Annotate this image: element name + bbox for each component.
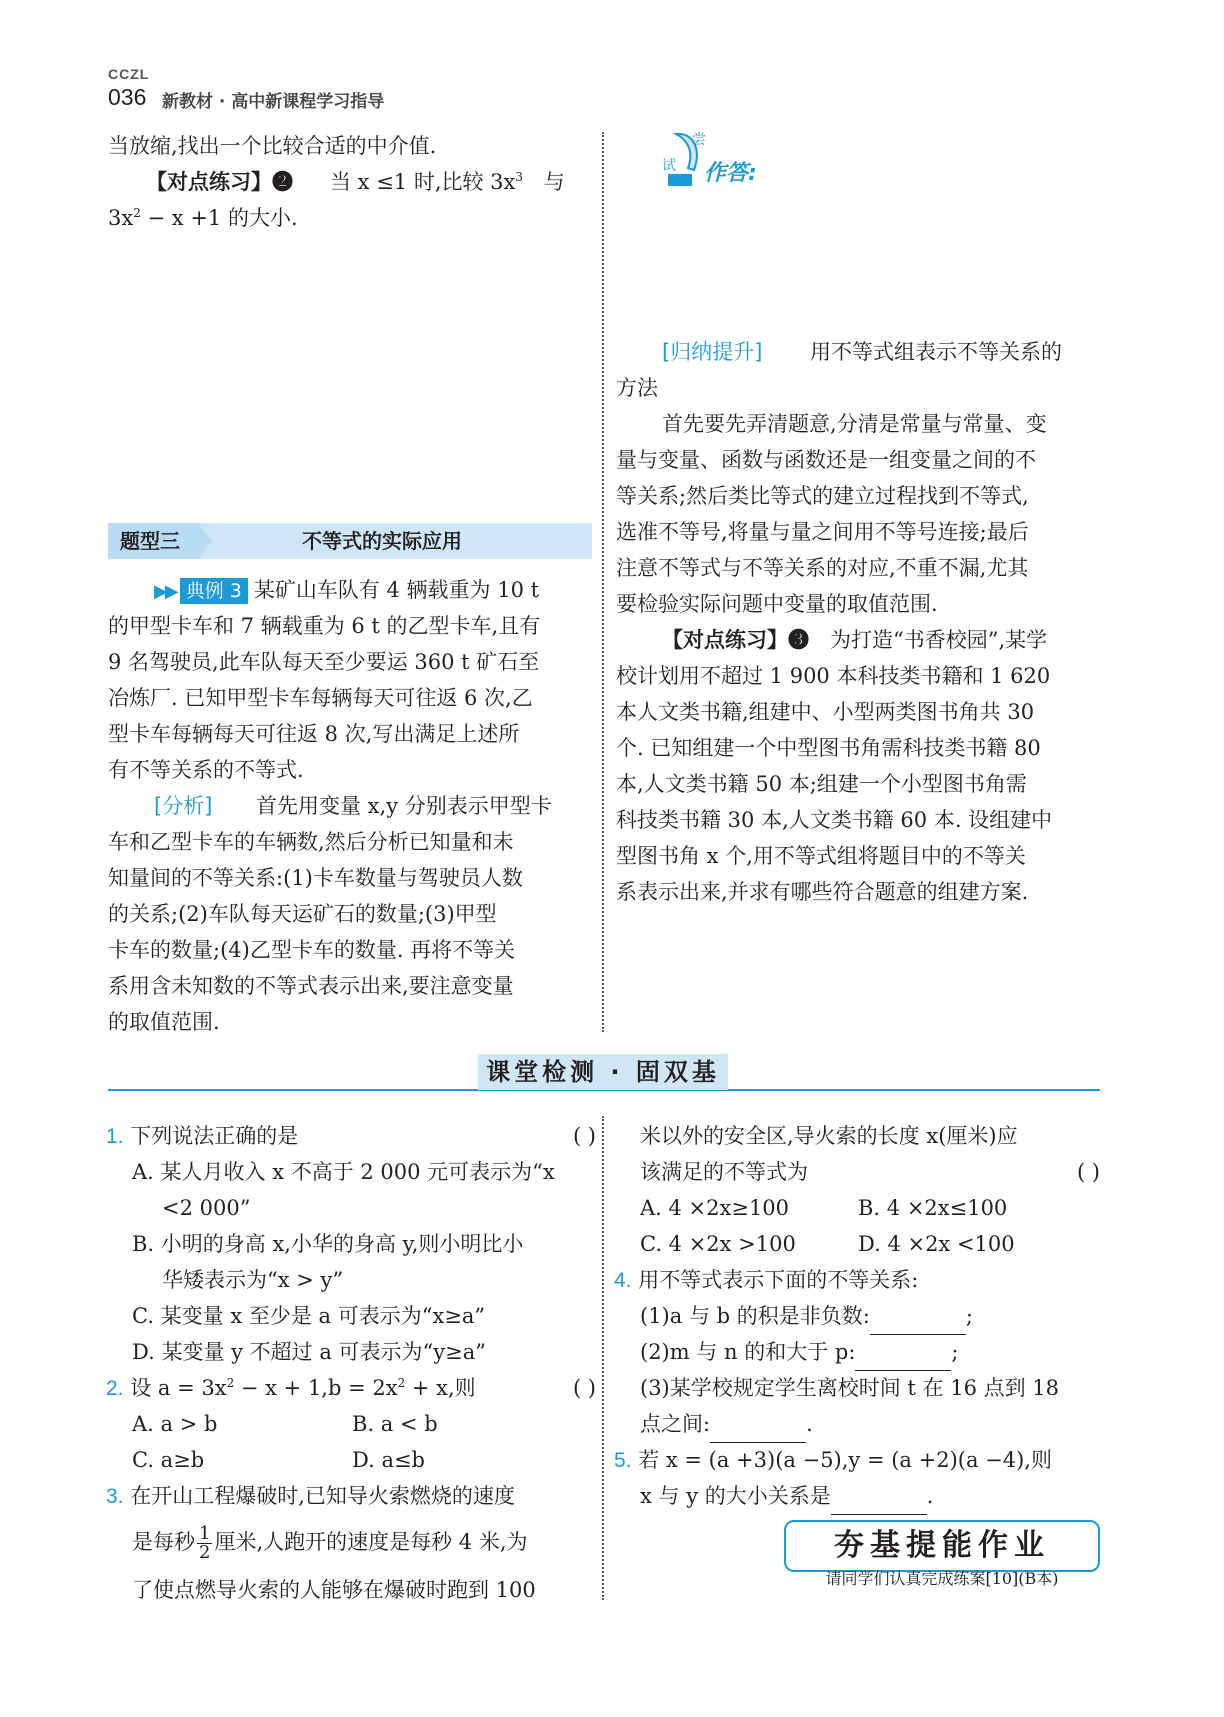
analysis-line-6: 系用含未知数的不等式表示出来,要注意变量 [108, 974, 514, 998]
example3-line-5: 型卡车每辆每天可往返 8 次,写出满足上述所 [108, 722, 520, 746]
analysis-line-5: 卡车的数量;(4)乙型卡车的数量. 再将不等关 [108, 938, 516, 962]
example3-line-4: 冶炼厂. 已知甲型卡车每辆每天可往返 6 次,乙 [108, 686, 533, 710]
fraction-one-half: $\frac{1}{2}$ [199, 1523, 211, 1563]
try-answer-label: 作答: [704, 161, 757, 186]
q3-line-1: 3. 在开山工程爆破时,已知导火索燃烧的速度 [106, 1484, 515, 1508]
homework-subtitle: 请同学们认真完成练案[10](B本) [825, 1569, 1059, 1588]
analysis-line-1: 首先用变量 x,y 分别表示甲型卡 [256, 794, 552, 818]
q1-stem: 1. 下列说法正确的是 ( ) [106, 1118, 596, 1155]
practice3-line-1: 为打造“书香校园”,某学 [830, 628, 1048, 652]
q1-option-b-cont: 华矮表示为“x > y” [162, 1268, 344, 1292]
book-title: 新教材 · 高中新课程学习指导 [162, 92, 385, 112]
check-section-title: 课堂检测 · 固双基 [478, 1054, 728, 1090]
example3-line-6: 有不等关系的不等式. [108, 758, 304, 782]
q3-answer-paren: ( ) [1076, 1160, 1100, 1184]
analysis-line-2: 车和乙型卡车的车辆数,然后分析已知量和未 [108, 830, 514, 854]
q5-line-2: x 与 y 的大小关系是 . [640, 1478, 933, 1515]
summary-line-4: 选准不等号,将量与量之间用不等号连接;最后 [616, 520, 1029, 544]
q2-answer-paren: ( ) [572, 1376, 596, 1400]
q2-option-c: C. a≥b [132, 1448, 205, 1472]
q3-line-3: 了使点燃导火索的人能够在爆破时跑到 100 [132, 1578, 536, 1602]
q3-option-c: C. 4 ×2x >100 [640, 1232, 796, 1256]
practice2-line2: $3x^2 - x +1$ 的大小. [108, 206, 298, 230]
q2-stem: 2. 设 $a = 3x^2 - x + 1,b = 2x^2 + x$,则 ( ) [106, 1370, 596, 1407]
summary-label: [归纳提升] [662, 340, 763, 364]
example3-line-1: ▶▶ 典例 3 某矿山车队有 4 辆载重为 10 t [154, 578, 540, 602]
analysis-line-4: 的关系;(2)车队每天运矿石的数量;(3)甲型 [108, 902, 497, 926]
analysis-label: [分析] [154, 794, 213, 818]
practice3-line-5: 本,人文类书籍 50 本;组建一个小型图书角需 [616, 772, 1027, 796]
q4-stem: 4. 用不等式表示下面的不等关系: [614, 1268, 919, 1292]
practice3-line-4: 个. 已知组建一个中型图书角需科技类书籍 80 [616, 736, 1041, 760]
column-divider-top [602, 132, 604, 1032]
example3-line-2: 的甲型卡车和 7 辆载重为 6 t 的乙型卡车,且有 [108, 614, 541, 638]
q3-line-5: 该满足的不等式为 ( ) [640, 1154, 1100, 1190]
q5-blank[interactable] [831, 1478, 927, 1515]
practice3-label: 【对点练习】❸ [662, 627, 809, 652]
q2-option-b: B. a < b [352, 1412, 438, 1436]
intro-text: 当放缩,找出一个比较合适的中介值. [108, 134, 437, 158]
try-char-1: 尝 [692, 132, 706, 148]
q2-number: 2. [106, 1377, 124, 1400]
practice3-line-7: 型图书角 x 个,用不等式组将题目中的不等关 [616, 844, 1026, 868]
q1-answer-paren: ( ) [572, 1124, 596, 1148]
practice3-line-2: 校计划用不超过 1 900 本科技类书籍和 1 620 [616, 664, 1051, 688]
practice2-label: 【对点练习】❷ [146, 169, 293, 194]
summary-line-6: 要检验实际问题中变量的取值范围. [616, 592, 938, 616]
q4-blank-3[interactable] [710, 1406, 806, 1443]
analysis-line-3: 知量间的不等关系:(1)卡车数量与驾驶员人数 [108, 866, 523, 890]
type-section-label: 题型三 [108, 523, 198, 559]
q1-option-d: D. 某变量 y 不超过 a 可表示为“y≥a” [132, 1340, 486, 1364]
q1-option-a: A. 某人月收入 x 不高于 2 000 元可表示为“x [132, 1160, 555, 1184]
summary-line-1: 首先要先弄清题意,分清是常量与常量、变 [662, 412, 1047, 436]
try-char-2: 试 [662, 158, 676, 174]
q5-number: 5. [614, 1449, 632, 1472]
q1-option-b: B. 小明的身高 x,小华的身高 y,则小明比小 [132, 1232, 524, 1256]
q4-blank-1[interactable] [870, 1298, 966, 1335]
q2-option-d: D. a≤b [352, 1448, 425, 1472]
q2-option-a: A. a > b [132, 1412, 218, 1436]
q3-number: 3. [106, 1485, 124, 1508]
summary-title: 用不等式组表示不等关系的 [810, 340, 1062, 364]
q4-part-3: (3)某学校规定学生离校时间 t 在 16 点到 18 [640, 1376, 1060, 1400]
summary-title-2: 方法 [616, 376, 658, 400]
double-arrow-icon: ▶▶ [154, 581, 176, 602]
practice3-line-8: 系表示出来,并求有哪些符合题意的组建方案. [616, 880, 1029, 904]
type-section-bar [108, 523, 592, 559]
q1-option-a-cont: <2 000” [162, 1196, 251, 1220]
q1-option-c: C. 某变量 x 至少是 a 可表示为“x≥a” [132, 1304, 486, 1328]
practice3-line-3: 本人文类书籍,组建中、小型两类图书角共 30 [616, 700, 1035, 724]
analysis-line-7: 的取值范围. [108, 1010, 220, 1034]
summary-line-3: 等关系;然后类比等式的建立过程找到不等式, [616, 484, 1029, 508]
example-tag: 典例 3 [180, 578, 248, 604]
column-divider-bottom [602, 1116, 604, 1600]
type-section-title: 不等式的实际应用 [302, 529, 462, 553]
q3-line-2: 是每秒 $\frac{1}{2}$ 厘米,人跑开的速度是每秒 4 米,为 [132, 1523, 528, 1563]
q1-number: 1. [106, 1125, 124, 1148]
summary-line-5: 注意不等式与不等关系的对应,不重不漏,尤其 [616, 556, 1029, 580]
practice2-text: 当 x ≤1 时,比较 $3x^3$ 与 [330, 170, 565, 194]
example3-line-3: 9 名驾驶员,此车队每天至少要运 360 t 矿石至 [108, 650, 540, 674]
q4-part-3-cont: 点之间: . [640, 1406, 813, 1443]
q3-option-d: D. 4 ×2x <100 [858, 1232, 1015, 1256]
practice3-line-6: 科技类书籍 30 本,人文类书籍 60 本. 设组建中 [616, 808, 1053, 832]
q4-part-1: (1)a 与 b 的积是非负数: ; [640, 1298, 973, 1335]
brand-mark: CCZL [108, 66, 150, 82]
q5-line-1: 5. 若 x = (a +3)(a −5),y = (a +2)(a −4),则 [614, 1448, 1052, 1472]
q3-line-4: 米以外的安全区,导火索的长度 x(厘米)应 [640, 1124, 1018, 1148]
summary-line-2: 量与变量、函数与函数还是一组变量之间的不 [616, 448, 1036, 472]
q4-number: 4. [614, 1269, 632, 1292]
q4-blank-2[interactable] [855, 1334, 951, 1371]
page-number: 036 [108, 84, 147, 110]
homework-title: 夯基提能作业 [784, 1520, 1100, 1572]
q4-part-2: (2)m 与 n 的和大于 p: ; [640, 1334, 958, 1371]
q3-option-a: A. 4 ×2x≥100 [640, 1196, 790, 1220]
q3-option-b: B. 4 ×2x≤100 [858, 1196, 1008, 1220]
